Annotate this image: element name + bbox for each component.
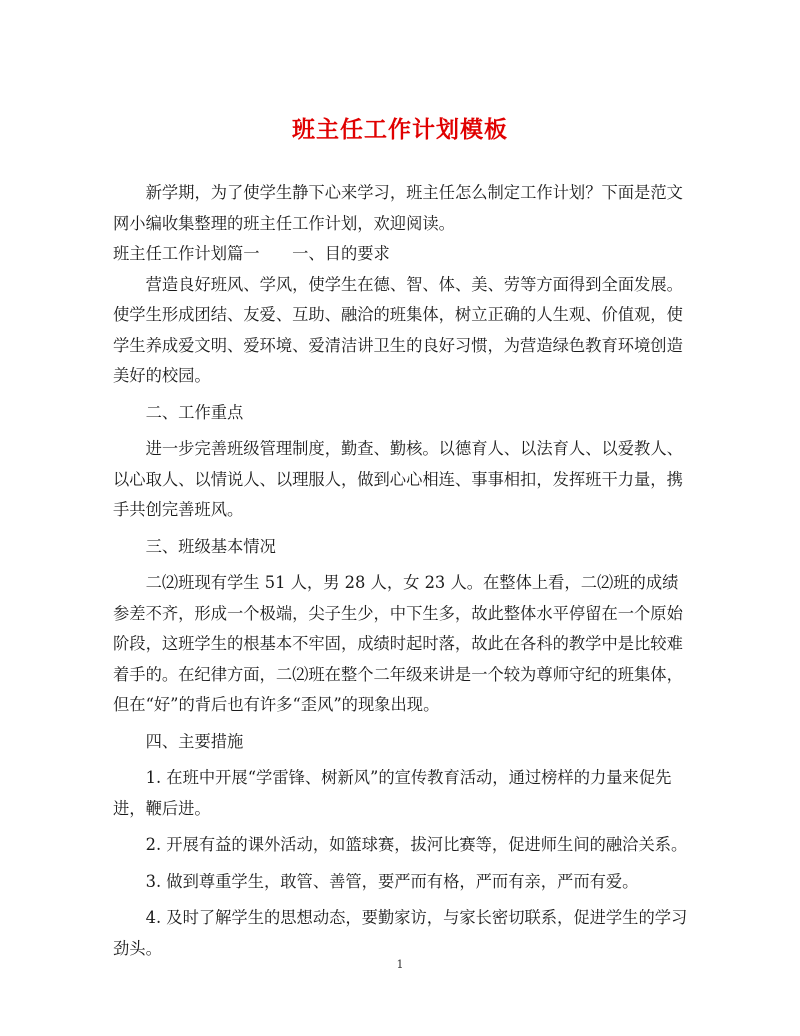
part-heading: 班主任工作计划篇一 一、目的要求 — [113, 244, 390, 263]
section-heading-3: 三、班级基本情况 — [145, 536, 276, 556]
section-heading-4: 四、主要措施 — [145, 731, 244, 751]
intro-paragraph: 新学期，为了使学生静下心来学习，班主任怎么制定工作计划？下面是范文网小编收集整理的班主任工作计划，欢迎阅读。 — [113, 183, 683, 233]
measure-item-4: 4. 及时了解学生的思想动态，要勤家访，与家长密切联系，促进学生的学习劲头。 — [113, 908, 688, 958]
paragraph-goals: 营造良好班风、学风，使学生在德、智、体、美、劳等方面得到全面发展。使学生形成团结、友爱、互助、融洽的班集体，树立正确的人生观、价值观，使学生养成爱文明、爱环境、爱清洁讲卫生的良好习惯，为营造绿色教育环境创造美好的校园。 — [113, 274, 683, 385]
measure-item-2: 2. 开展有益的课外活动，如篮球赛，拔河比赛等，促进师生间的融洽关系。 — [145, 835, 688, 854]
paragraph-focus: 进一步完善班级管理制度，勤查、勤核。以德育人、以法育人、以爱教人、以心取人、以情说人、以理服人，做到心心相连、事事相扣，发挥班干力量，携手共创完善班风。 — [113, 439, 683, 519]
document-body — [113, 178, 689, 964]
measure-item-1: 1. 在班中开展“学雷锋、树新风”的宣传教育活动，通过榜样的力量来促先进，鞭后进。 — [113, 768, 672, 818]
section-heading-2: 二、工作重点 — [145, 402, 244, 422]
page-number: 1 — [396, 958, 404, 971]
paragraph-class-status: 二⑵班现有学生 51 人，男 28 人，女 23 人。在整体上看，二⑵班的成绩参差不齐，形成一个极端，尖子生少，中下生多，故此整体水平停留在一个原始阶段，这班学生的根基本不牢固，成绩时起时落，故此在各科的教学中是比较难着手的。在纪律方面，二⑵班在整个二年级来讲是一个较为尊师守纪的班集体，但在“好”的背后也有许多“歪风”的现象出现。 — [113, 573, 683, 714]
measure-item-3: 3. 做到尊重学生，敢管、善管，要严而有格，严而有亲，严而有爱。 — [145, 871, 639, 891]
document-title: 班主任工作计划模板 — [292, 116, 508, 143]
